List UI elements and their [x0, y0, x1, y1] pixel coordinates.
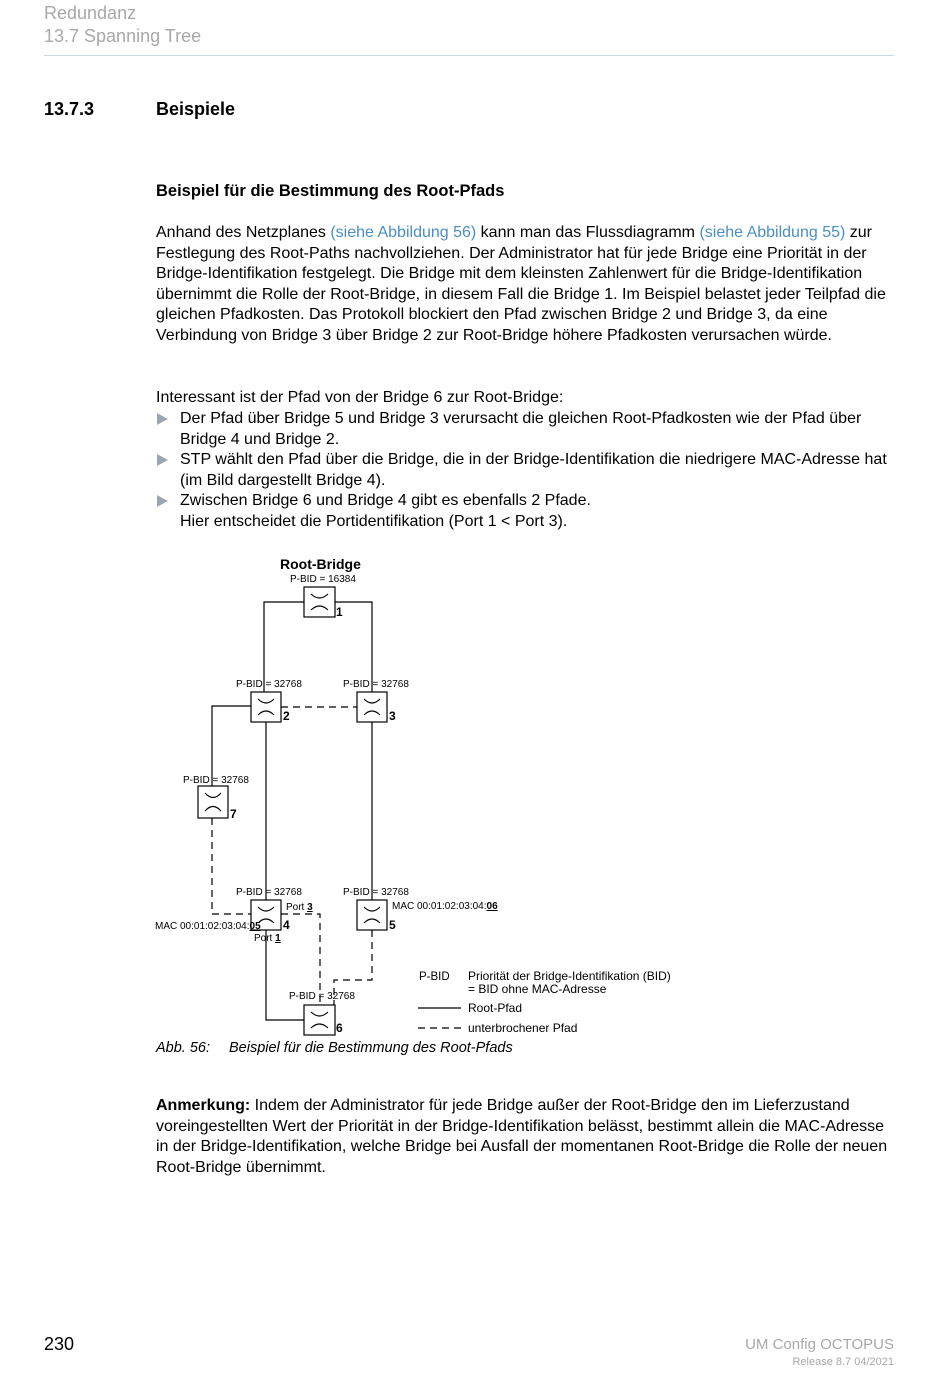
bridge-number: 5 [389, 918, 396, 932]
bridge-7 [198, 786, 228, 818]
legend-pbid-desc: Priorität der Bridge-Identifikation (BID) [468, 969, 671, 983]
bridge-4-mac [155, 921, 261, 932]
figure-55-link[interactable]: (siehe Abbildung 55) [699, 224, 846, 241]
triangle-bullet-icon [157, 454, 168, 466]
note-text: Indem der Administrator für jede Bridge außer der Root-Bridge den im Lieferzustand voreingestellten Wert der Priorität in der Bridge-Identifikation belässt, bestimmt allein die MAC-Adresse in der Bridge-Identifikation, welche Bridge bei Ausfall der momentanen Root-Bridge die Rolle der neuen Root-Bridge übernimmt. [156, 1097, 888, 1176]
mac-suffix: 06 [486, 901, 498, 912]
bridge-1 [304, 587, 335, 617]
paragraph-path-question: Interessant ist der Pfad von der Bridge 6 zur Root-Bridge: [156, 389, 564, 406]
bullet-item [156, 491, 896, 532]
triangle-bullet-icon [157, 495, 168, 507]
port-1-prefix: Port [254, 933, 276, 944]
header-chapter: Redundanz [44, 3, 137, 23]
broken-path-line [212, 818, 251, 914]
bullet-list [156, 409, 896, 533]
bridge-5-mac [392, 901, 498, 912]
bullet-text: Hier entscheidet die Portidentifikation (Port 1 < Port 3). [180, 512, 568, 530]
diagram-legend [418, 969, 671, 1035]
bridge-5 [357, 900, 387, 930]
mac-prefix: MAC 00:01:02:03:04: [392, 901, 487, 912]
bridge-6 [304, 1005, 335, 1035]
bullet-text: STP wählt den Pfad über die Bridge, die in der Bridge-Identifikation die niedrigere MAC-Adresse hat (im Bild dargestellt Bridge 4). [180, 451, 887, 489]
paragraph-text: Anhand des Netzplanes [156, 224, 331, 241]
spanning-tree-diagram [150, 550, 710, 1040]
bridge-4-pbid: P-BID = 32768 [236, 887, 302, 898]
bridge-7-pbid: P-BID = 32768 [183, 775, 249, 786]
port-1-number: 1 [275, 933, 281, 944]
footer-release: Release 8.7 04/2021 [792, 1356, 894, 1368]
caption-label: Abb. 56: [156, 1040, 211, 1056]
note-paragraph [156, 1096, 896, 1178]
paragraph-text: kann man das Flussdiagramm [476, 224, 700, 241]
root-bridge-pbid: P-BID = 16384 [290, 574, 356, 585]
figure-caption [156, 1040, 513, 1056]
bridge-number: 2 [283, 709, 290, 723]
legend-broken-path: unterbrochener Pfad [468, 1021, 578, 1035]
bridge-3-pbid: P-BID = 32768 [343, 679, 409, 690]
section-number: 13.7.3 [44, 99, 95, 119]
port-3-label [286, 902, 313, 913]
header-section: 13.7 Spanning Tree [44, 26, 202, 46]
bridge-5-pbid: P-BID = 32768 [343, 887, 409, 898]
bullet-text: Der Pfad über Bridge 5 und Bridge 3 verursacht die gleichen Root-Pfadkosten wie der Pfad über Bridge 4 und Bridge 2. [180, 410, 862, 448]
bridge-number: 6 [336, 1021, 343, 1035]
mac-prefix: MAC 00:01:02:03:04: [155, 921, 250, 932]
bullet-item [156, 450, 896, 491]
header-rule [44, 55, 894, 56]
legend-pbid-key: P-BID [419, 971, 450, 983]
footer-document-title: UM Config OCTOPUS [745, 1336, 894, 1353]
section-title: Beispiele [156, 99, 236, 119]
caption-text: Beispiel für die Bestimmung des Root-Pfads [229, 1040, 513, 1056]
bridge-2 [251, 692, 281, 722]
bridge-number: 1 [336, 605, 343, 619]
bullet-item [156, 409, 896, 450]
subheading: Beispiel für die Bestimmung des Root-Pfads [156, 182, 505, 200]
legend-pbid-desc: = BID ohne MAC-Adresse [468, 982, 607, 996]
page-number: 230 [44, 1334, 75, 1354]
bridge-number: 3 [389, 709, 396, 723]
root-bridge-title: Root-Bridge [280, 556, 361, 572]
paragraph-intro [156, 223, 896, 347]
bridge-number: 4 [283, 918, 290, 932]
port-1-label [254, 933, 281, 944]
bridge-6-pbid: P-BID = 32768 [289, 991, 355, 1002]
bridge-number: 7 [230, 807, 237, 821]
figure-56-link[interactable]: (siehe Abbildung 56) [330, 224, 477, 241]
port-3-prefix: Port [286, 902, 308, 913]
root-path-line [212, 706, 251, 786]
bridge-3 [357, 692, 387, 722]
triangle-bullet-icon [157, 413, 168, 425]
mac-suffix: 05 [249, 921, 261, 932]
note-label: Anmerkung: [156, 1097, 251, 1114]
bullet-text: Zwischen Bridge 6 und Bridge 4 gibt es ebenfalls 2 Pfade. [180, 492, 591, 510]
paragraph-text: zur Festlegung des Root-Paths nachvollziehen. Der Administrator hat für jede Bridge eine Priorität in der Bridge-Identifikation festgelegt. Die Bridge mit dem kleinsten Zahlenwert für die Bridge-Identifikation übernimmt die Rolle der Root-Bridge, in diesem Fall die Bridge 1. Im Beispiel belastet jeder Teilpfad die gleichen Pfadkosten. Das Protokoll blockiert den Pfad zwischen Bridge 2 und Bridge 3, da eine Verbindung von Bridge 3 über Bridge 2 zur Root-Bridge höhere Pfadkosten verursachen würde. [156, 224, 886, 344]
port-3-number: 3 [307, 902, 313, 913]
bridge-2-pbid: P-BID = 32768 [236, 679, 302, 690]
legend-root-path: Root-Pfad [468, 1001, 523, 1015]
